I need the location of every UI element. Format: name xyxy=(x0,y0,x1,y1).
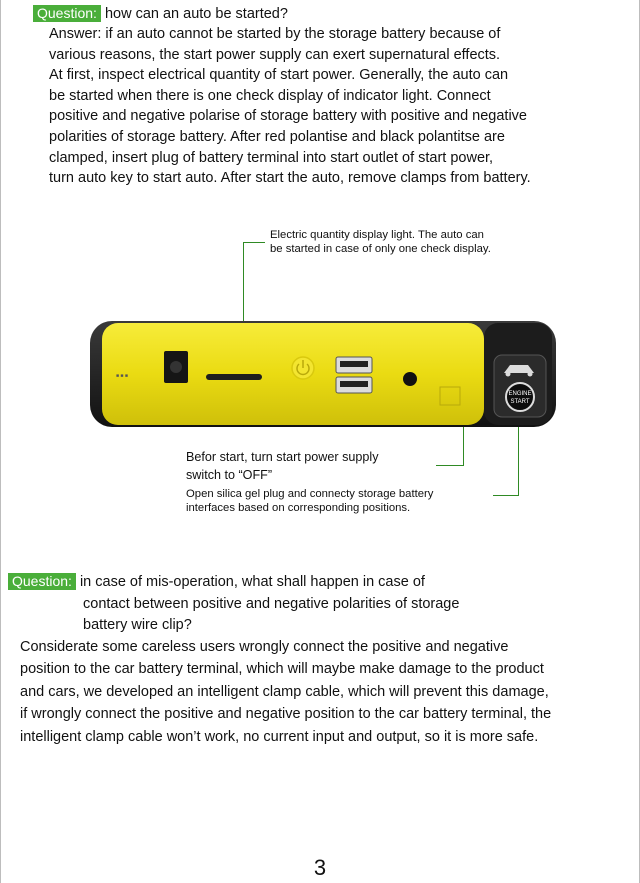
annotation-line: Electric quantity display light. The auto can xyxy=(270,229,484,241)
answer-line: positive and negative polarise of storage battery with positive and negative xyxy=(49,108,527,125)
switch-annotation xyxy=(186,448,446,484)
question-badge: Question: xyxy=(8,573,76,590)
answer-line: be started when there is one check display of indicator light. Connect xyxy=(49,87,491,104)
silica-plug-annotation xyxy=(186,487,496,515)
page-number: 3 xyxy=(313,855,327,880)
indicator-light-annotation xyxy=(270,228,550,256)
callout-line-port-h xyxy=(493,495,519,496)
callout-line-top-h xyxy=(243,242,265,243)
answer-line: various reasons, the start power supply can exert supernatural effects. xyxy=(49,46,501,63)
annotation-line: Open silica gel plug and connecty storage battery xyxy=(186,488,434,500)
start-label: START xyxy=(510,399,530,405)
annotation-line: Befor start, turn start power supply xyxy=(186,450,379,464)
question-2-line: battery wire clip? xyxy=(83,617,192,633)
question-badge: Question: xyxy=(33,5,101,22)
answer-line: Answer: if an auto cannot be started by the storage battery because of xyxy=(49,26,501,42)
answer-line: if wrongly connect the positive and negative position to the car battery terminal, the xyxy=(20,706,552,723)
jump-starter-device xyxy=(88,315,558,433)
question-1-answer xyxy=(49,24,629,189)
answer-line: position to the car battery terminal, which will maybe make damage to the product xyxy=(20,661,544,678)
annotation-line: be started in case of only one check display. xyxy=(270,243,491,255)
question-1-heading xyxy=(33,5,288,23)
answer-line: clamped, insert plug of battery terminal into start outlet of start power, xyxy=(49,149,494,166)
question-2-line: contact between positive and negative polarities of storage xyxy=(83,596,460,612)
answer-line: polarities of storage battery. After red polantise and black polantitse are xyxy=(49,128,505,145)
answer-line: and cars, we developed an intelligent clamp cable, which will prevent this damage, xyxy=(20,683,549,700)
answer-line: Considerate some careless users wrongly connect the positive and negative xyxy=(20,639,509,655)
answer-line: turn auto key to start auto. After start the auto, remove clamps from battery. xyxy=(49,170,531,187)
answer-line: intelligent clamp cable won’t work, no current input and output, so it is more safe. xyxy=(20,728,539,745)
annotation-line: switch to “OFF” xyxy=(186,468,273,482)
question-2-answer xyxy=(20,636,632,748)
annotation-line: interfaces based on corresponding positions. xyxy=(186,502,411,514)
question-2-line: in case of mis-operation, what shall happen in case of xyxy=(79,574,425,590)
svg-text:■ ■ ■: ■ ■ ■ xyxy=(116,373,128,379)
engine-label: ENGINE xyxy=(508,391,532,397)
question-2-heading xyxy=(8,572,425,593)
answer-line: At first, inspect electrical quantity of start power. Generally, the auto can xyxy=(49,67,509,84)
question-1-title: how can an auto be started? xyxy=(104,6,288,22)
